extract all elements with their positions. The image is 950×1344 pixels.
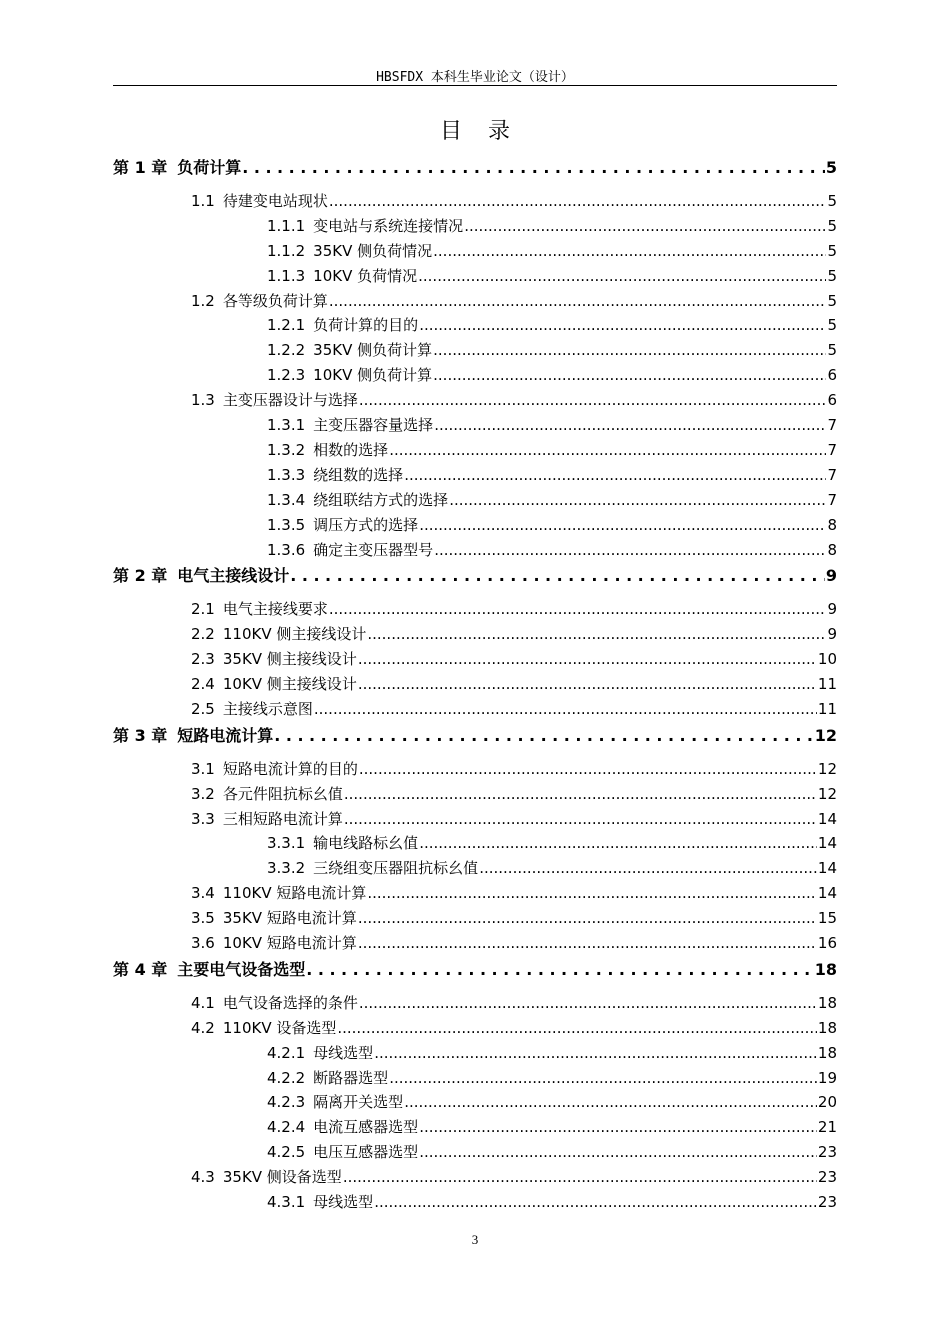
toc-entry[interactable]: [191, 758, 837, 779]
toc-entry[interactable]: [267, 1191, 837, 1212]
toc-entry-title: 断路器选型: [313, 1068, 389, 1087]
toc-dot-leader: [433, 341, 826, 359]
toc-entry[interactable]: [267, 464, 837, 485]
toc-entry-page: 5: [827, 291, 837, 310]
toc-entry-page: 18: [814, 959, 837, 979]
toc-entry-number: 3.4: [191, 884, 215, 903]
toc-entry-number: 1.2: [191, 291, 215, 310]
toc-entry-title: 待建变电站现状: [222, 191, 328, 210]
toc-entry-page: 19: [817, 1068, 837, 1087]
toc-entry-number: 4.2.1: [267, 1043, 306, 1062]
toc-entry-number: 2.3: [191, 650, 215, 669]
toc-entry[interactable]: [267, 1042, 837, 1063]
toc-entry-title: 10KV 侧负荷计算: [313, 366, 433, 385]
toc-dot-leader: [290, 566, 825, 585]
toc-entry-number: 1.3.2: [267, 440, 306, 459]
toc-dot-leader: [343, 1168, 817, 1186]
toc-entry-title: 电气设备选择的条件: [222, 993, 358, 1012]
page-number: 3: [471, 1232, 479, 1247]
toc-entry-page: 12: [817, 784, 837, 803]
toc-dot-leader: [419, 316, 826, 334]
toc-entry-number: 4.3: [191, 1168, 215, 1187]
toc-entry-number: 1.2.3: [267, 366, 306, 385]
toc-entry-page: 11: [817, 699, 837, 718]
toc-entry-title: 绕组数的选择: [313, 465, 404, 484]
toc-entry-title: 35KV 侧设备选型: [222, 1168, 342, 1187]
toc-entry-page: 20: [817, 1093, 837, 1112]
toc-entry-number: 3.3.1: [267, 834, 306, 853]
toc-entry-title: 各等级负荷计算: [222, 291, 328, 310]
toc-entry-page: 5: [827, 316, 837, 335]
toc-entry-number: 2.4: [191, 675, 215, 693]
toc-entry-title: 主变压器设计与选择: [222, 391, 358, 410]
toc-dot-leader: [329, 292, 827, 310]
toc-entry-number: 1.3.5: [267, 515, 306, 534]
toc-entry-page: 14: [817, 834, 837, 853]
toc-dot-leader: [329, 600, 827, 618]
toc-entry-page: 18: [817, 1043, 837, 1062]
toc-entry-title: 调压方式的选择: [313, 515, 419, 534]
toc-entry-title: 10KV 负荷情况: [313, 266, 418, 285]
toc-entry-title: 主接线示意图: [222, 699, 313, 718]
toc-entry[interactable]: [191, 598, 837, 619]
toc-entry-title: 负荷计算: [177, 158, 242, 177]
toc-entry[interactable]: [191, 1166, 837, 1187]
toc-entry[interactable]: [267, 857, 837, 878]
toc-dot-leader: [419, 1118, 817, 1136]
toc-dot-leader: [306, 960, 813, 979]
toc-entry-title: 110KV 短路电流计算: [222, 884, 367, 903]
toc-entry-number: 4.2: [191, 1018, 215, 1037]
toc-entry-title: 输电线路标幺值: [313, 834, 419, 853]
toc-entry-page: 16: [817, 934, 837, 952]
toc-entry[interactable]: [191, 623, 837, 644]
toc-entry-page: 6: [827, 366, 837, 385]
toc-entry-number: 1.1: [191, 191, 215, 210]
toc-entry[interactable]: [191, 190, 837, 211]
toc-entry-title: 电气主接线设计: [177, 566, 290, 586]
toc-entry-page: 8: [827, 515, 837, 534]
toc-entry[interactable]: [267, 439, 837, 460]
toc-dot-leader: [358, 934, 817, 952]
toc-dot-leader: [374, 1044, 817, 1062]
toc-entry-number: 1.1.2: [267, 241, 306, 260]
toc-entry-number: 1.2.1: [267, 316, 306, 335]
toc-entry[interactable]: [191, 907, 837, 928]
toc-entry[interactable]: [191, 992, 837, 1013]
toc-entry-page: 6: [827, 391, 837, 410]
toc-dot-leader: [433, 242, 826, 260]
toc-entry-title: 主变压器容量选择: [313, 416, 434, 434]
toc-dot-leader: [419, 516, 826, 534]
toc-entry-number: 第 2 章: [113, 566, 168, 586]
toc-entry[interactable]: [191, 1017, 837, 1038]
toc-entry[interactable]: [191, 808, 837, 829]
toc-entry-title: 10KV 侧主接线设计: [222, 675, 357, 693]
toc-dot-leader: [374, 1193, 817, 1211]
table-of-contents: [113, 0, 837, 1344]
toc-dot-leader: [359, 760, 817, 778]
toc-entry-number: 4.2.3: [267, 1093, 306, 1112]
toc-entry[interactable]: [267, 414, 837, 435]
toc-entry-page: 12: [817, 759, 837, 778]
toc-entry-page: 18: [817, 1018, 837, 1037]
toc-entry-title: 各元件阻抗标幺值: [222, 784, 343, 803]
toc-entry-page: 15: [817, 909, 837, 928]
toc-entry-number: 3.6: [191, 934, 215, 952]
toc-entry-page: 7: [827, 465, 837, 484]
toc-entry[interactable]: [267, 489, 837, 510]
toc-entry[interactable]: [267, 1141, 837, 1162]
toc-entry-page: 5: [827, 216, 837, 235]
toc-entry-page: 18: [817, 993, 837, 1012]
toc-entry-page: 14: [817, 884, 837, 903]
toc-entry-title: 电压互感器选型: [313, 1143, 419, 1162]
toc-dot-leader: [274, 726, 813, 745]
toc-entry[interactable]: [267, 539, 837, 560]
toc-entry-page: 5: [827, 341, 837, 360]
toc-dot-leader: [358, 909, 817, 927]
toc-dot-leader: [419, 834, 817, 852]
toc-dot-leader: [367, 884, 817, 902]
toc-entry-title: 隔离开关选型: [313, 1093, 404, 1112]
toc-entry-number: 第 1 章: [113, 158, 168, 177]
toc-entry-page: 7: [827, 440, 837, 459]
toc-entry[interactable]: [267, 339, 837, 360]
toc-entry-number: 4.2.4: [267, 1118, 306, 1137]
toc-entry-number: 3.3.2: [267, 859, 306, 878]
toc-entry-title: 110KV 设备选型: [222, 1018, 337, 1037]
toc-dot-leader: [404, 466, 826, 484]
toc-dot-leader: [404, 1093, 817, 1111]
page-header: HBSFDX 本科生毕业论文（设计）: [376, 70, 574, 85]
toc-entry[interactable]: [191, 882, 837, 903]
toc-entry-number: 4.2.5: [267, 1143, 306, 1162]
toc-entry-page: 21: [817, 1118, 837, 1137]
toc-entry[interactable]: [267, 514, 837, 535]
toc-entry-title: 负荷计算的目的: [313, 316, 419, 335]
toc-entry-title: 110KV 侧主接线设计: [222, 625, 367, 644]
toc-dot-leader: [464, 217, 826, 235]
toc-entry-title: 短路电流计算: [177, 725, 274, 745]
toc-entry-title: 短路电流计算的目的: [222, 759, 358, 778]
toc-entry-page: 23: [817, 1168, 837, 1187]
toc-entry-number: 第 3 章: [113, 725, 168, 745]
toc-entry[interactable]: [267, 1091, 837, 1112]
toc-entry-number: 2.1: [191, 600, 215, 619]
toc-entry-title: 确定主变压器型号: [313, 540, 434, 559]
toc-entry-page: 7: [827, 416, 837, 434]
toc-entry[interactable]: [191, 290, 837, 311]
toc-dot-leader: [434, 416, 826, 434]
toc-entry-page: 23: [817, 1143, 837, 1162]
toc-entry-title: 电气主接线要求: [222, 600, 328, 619]
toc-entry-number: 3.2: [191, 784, 215, 803]
toc-dot-leader: [359, 391, 827, 409]
toc-entry[interactable]: [267, 1116, 837, 1137]
toc-entry-number: 1.3.1: [267, 416, 306, 434]
toc-dot-leader: [329, 192, 827, 210]
toc-entry-title: 变电站与系统连接情况: [313, 216, 464, 235]
toc-entry-page: 23: [817, 1193, 837, 1211]
toc-dot-leader: [389, 441, 826, 459]
toc-entry-page: 10: [817, 650, 837, 669]
toc-entry-number: 1.3.6: [267, 540, 306, 559]
toc-entry-title: 35KV 短路电流计算: [222, 909, 357, 928]
toc-entry-number: 1.3: [191, 391, 215, 410]
toc-entry-number: 3.5: [191, 909, 215, 928]
toc-entry[interactable]: [191, 783, 837, 804]
toc-dot-leader: [367, 625, 826, 643]
toc-chapter-entry[interactable]: [113, 723, 837, 746]
toc-entry[interactable]: [191, 673, 837, 694]
toc-dot-leader: [479, 859, 817, 877]
toc-entry-number: 第 4 章: [113, 959, 168, 979]
toc-entry-number: 3.3: [191, 809, 215, 828]
toc-chapter-entry[interactable]: [113, 563, 837, 586]
toc-entry-title: 绕组联结方式的选择: [313, 490, 449, 509]
toc-entry[interactable]: [191, 698, 837, 719]
toc-entry-page: 9: [825, 566, 837, 586]
toc-entry-title: 三绕组变压器阻抗标幺值: [313, 859, 479, 878]
toc-entry-title: 35KV 侧负荷情况: [313, 241, 433, 260]
toc-entry-page: 5: [825, 158, 837, 177]
toc-entry[interactable]: [267, 215, 837, 236]
toc-dot-leader: [337, 1019, 817, 1037]
toc-chapter-entry[interactable]: [113, 957, 837, 980]
toc-entry-number: 1.1.1: [267, 216, 306, 235]
toc-dot-leader: [358, 675, 817, 693]
toc-entry-title: 35KV 侧主接线设计: [222, 650, 357, 669]
toc-dot-leader: [242, 158, 825, 177]
toc-entry-number: 1.2.2: [267, 341, 306, 360]
toc-entry-title: 相数的选择: [313, 440, 389, 459]
toc-dot-leader: [358, 650, 817, 668]
toc-entry-number: 4.1: [191, 993, 215, 1012]
toc-entry-page: 9: [827, 600, 837, 619]
toc-entry-page: 5: [827, 191, 837, 210]
toc-entry-title: 10KV 短路电流计算: [222, 934, 357, 952]
toc-entry[interactable]: [267, 240, 837, 261]
toc-dot-leader: [344, 810, 817, 828]
toc-entry[interactable]: [191, 389, 837, 410]
toc-entry-page: 14: [817, 809, 837, 828]
toc-entry-number: 4.3.1: [267, 1193, 306, 1211]
toc-entry[interactable]: [267, 314, 837, 335]
toc-entry-page: 8: [827, 540, 837, 559]
toc-entry-number: 1.1.3: [267, 266, 306, 285]
toc-entry[interactable]: [267, 265, 837, 286]
toc-dot-leader: [419, 1143, 817, 1161]
toc-entry[interactable]: [191, 932, 837, 953]
toc-dot-leader: [314, 700, 817, 718]
toc-entry[interactable]: [267, 832, 837, 853]
toc-entry[interactable]: [267, 1067, 837, 1088]
toc-entry[interactable]: [191, 648, 837, 669]
toc-dot-leader: [418, 267, 826, 285]
toc-entry-page: 7: [827, 490, 837, 509]
toc-dot-leader: [389, 1069, 817, 1087]
toc-entry-title: 35KV 侧负荷计算: [313, 341, 433, 360]
toc-entry-number: 1.3.4: [267, 490, 306, 509]
toc-entry-number: 4.2.2: [267, 1068, 306, 1087]
toc-entry-title: 母线选型: [313, 1043, 374, 1062]
toc-dot-leader: [434, 541, 826, 559]
toc-entry-title: 主要电气设备选型: [177, 959, 306, 979]
toc-entry-number: 3.1: [191, 759, 215, 778]
toc-entry-page: 5: [827, 266, 837, 285]
toc-entry-title: 三相短路电流计算: [222, 809, 343, 828]
toc-entry-page: 14: [817, 859, 837, 878]
toc-entry-title: 电流互感器选型: [313, 1118, 419, 1137]
toc-dot-leader: [449, 491, 826, 509]
toc-entry-number: 1.3.3: [267, 465, 306, 484]
toc-title: 目录: [439, 119, 536, 144]
toc-entry-title: 母线选型: [313, 1193, 374, 1211]
toc-entry-page: 11: [817, 675, 837, 693]
toc-entry[interactable]: [267, 364, 837, 385]
toc-entry-page: 12: [814, 725, 837, 745]
toc-entry-page: 5: [827, 241, 837, 260]
toc-dot-leader: [433, 366, 826, 384]
toc-chapter-entry[interactable]: [113, 155, 837, 178]
toc-dot-leader: [344, 785, 817, 803]
toc-entry-page: 9: [827, 625, 837, 644]
toc-entry-number: 2.5: [191, 699, 215, 718]
toc-dot-leader: [359, 994, 817, 1012]
toc-entry-number: 2.2: [191, 625, 215, 644]
